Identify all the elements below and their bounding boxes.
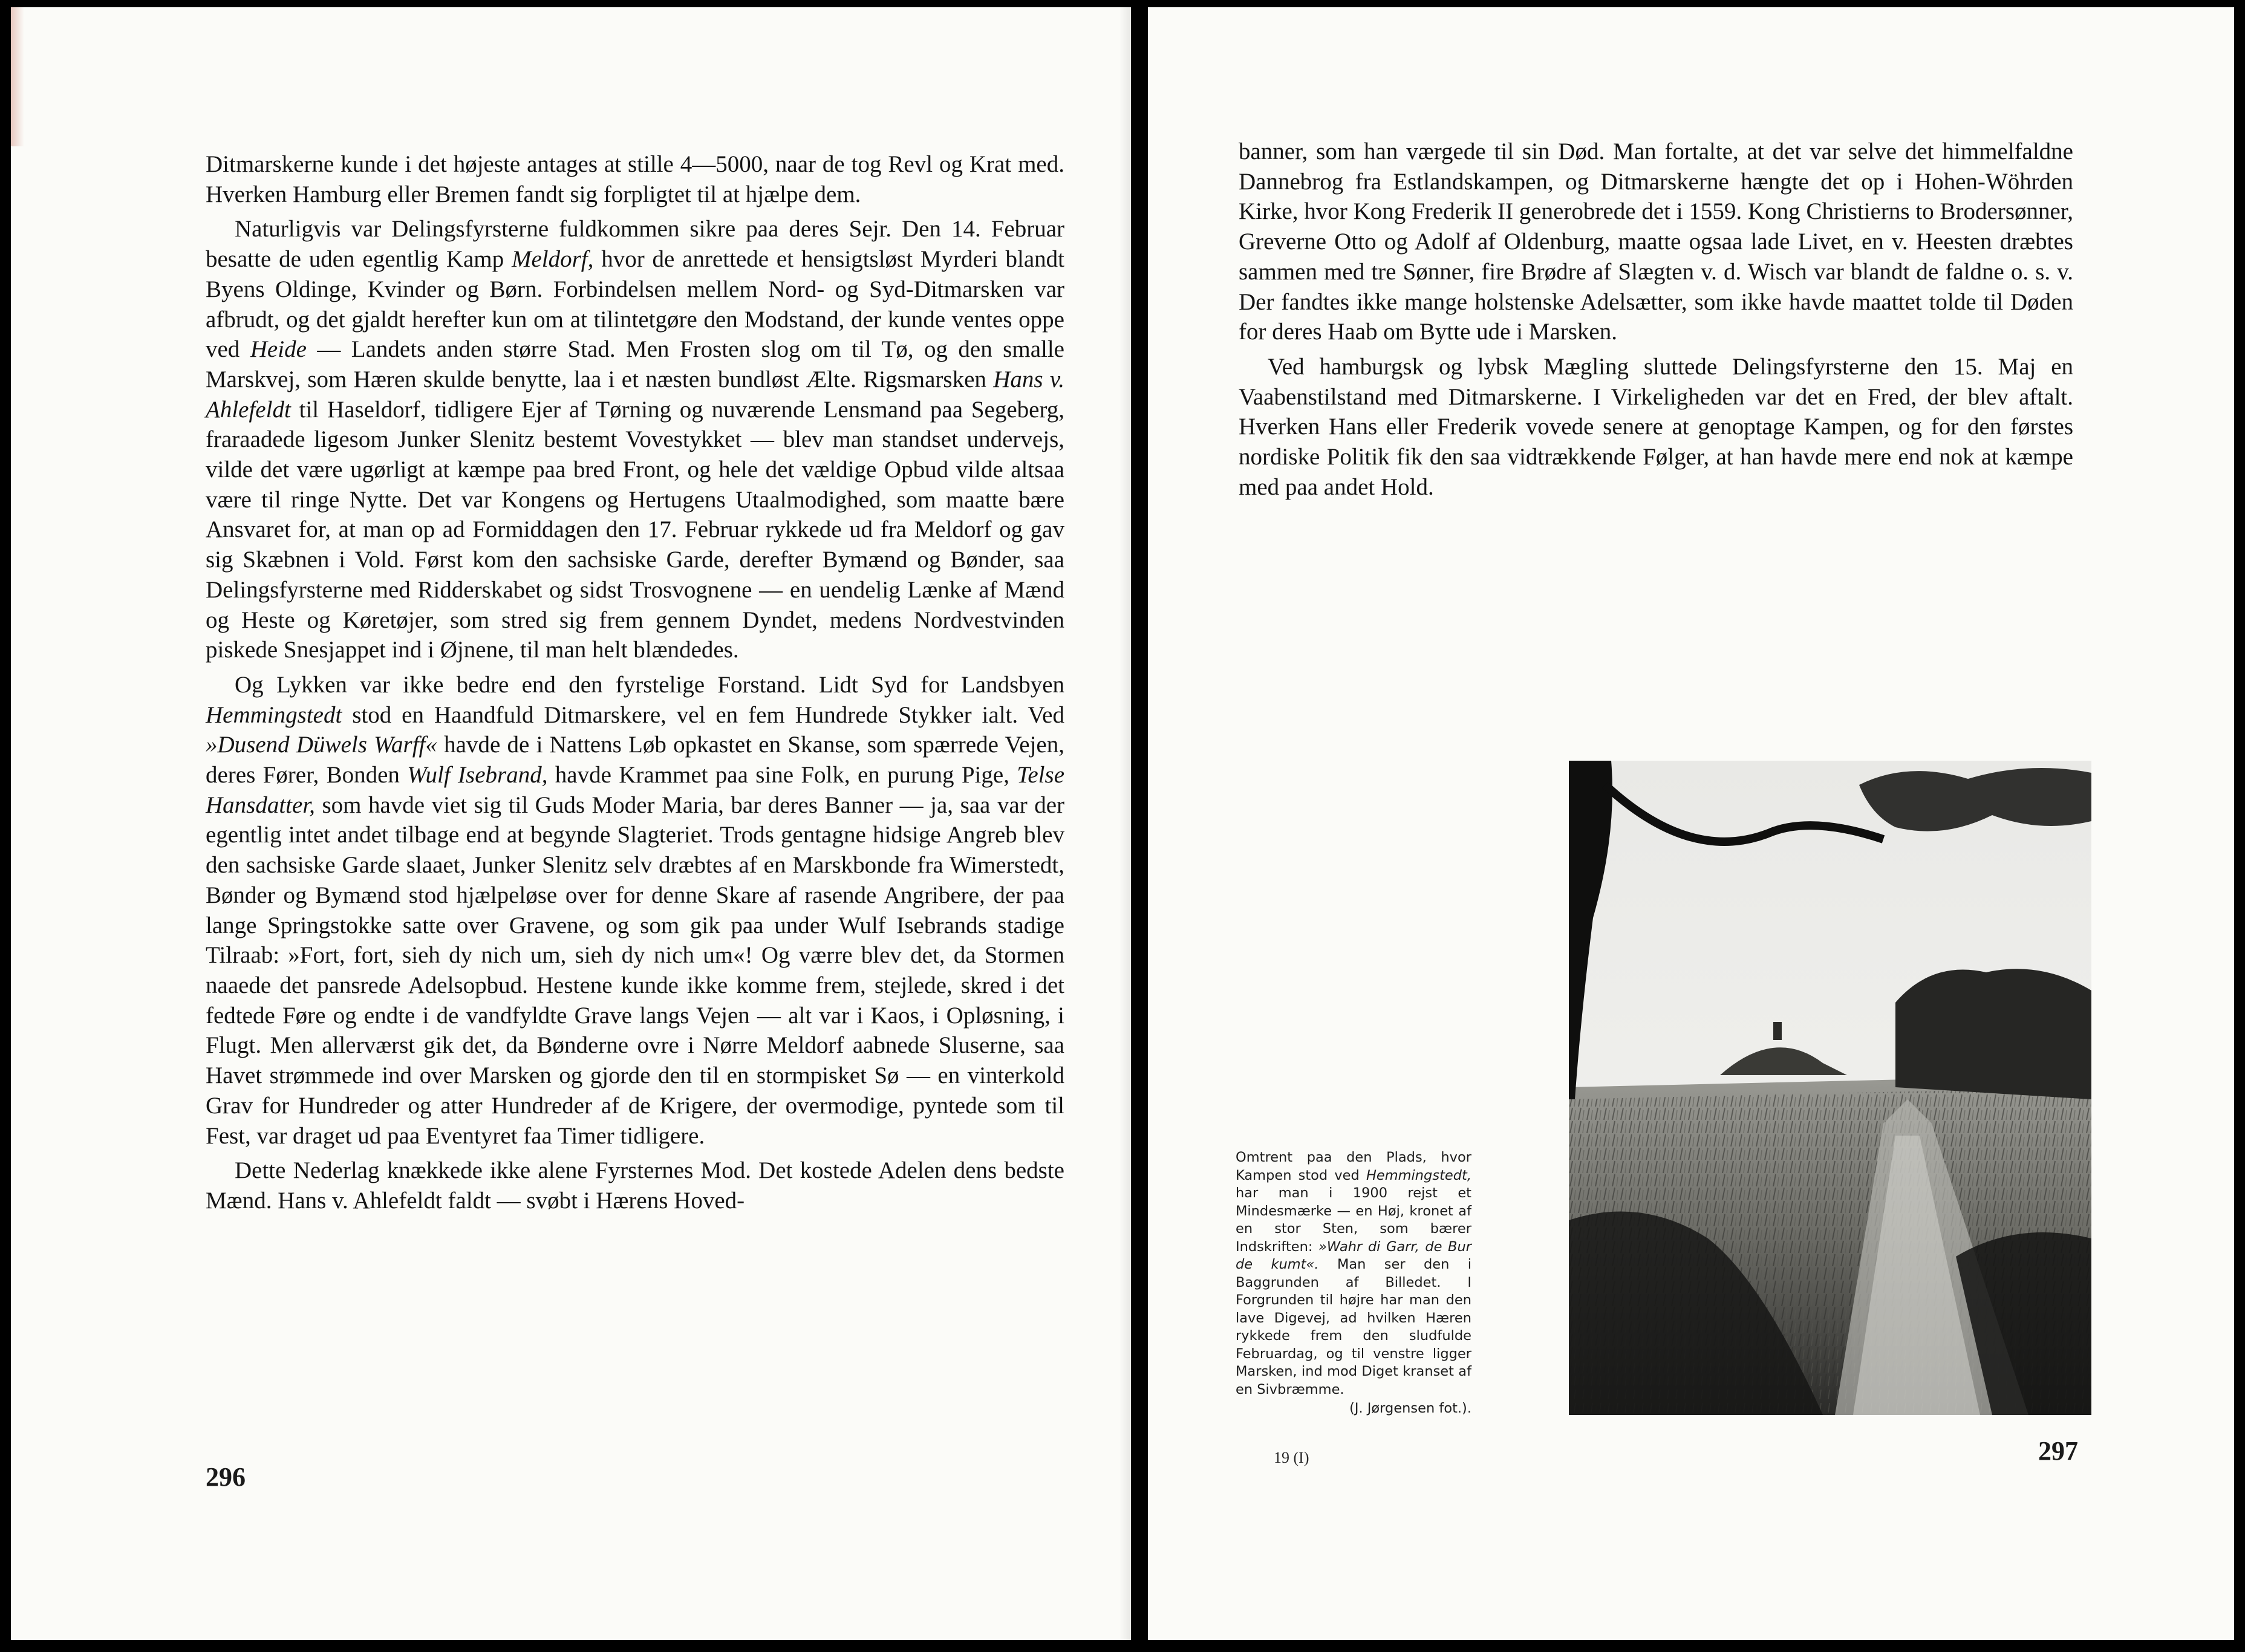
paragraph — [1239, 137, 2073, 347]
left-page — [11, 7, 1131, 1640]
landscape-photo — [1569, 761, 2091, 1415]
text-run: havde de i Nattens Løb opkastet en Skanse, som spærrede Vejen, deres Fører, Bonden — [206, 732, 1064, 789]
italic-place-name: Heide — [250, 336, 307, 363]
paragraph — [1239, 352, 2073, 502]
text-run: stod en Haandfuld Ditmarskere, vel en fem Hundrede Stykker ialt. Ved — [342, 701, 1064, 728]
gutter-shadow — [1119, 7, 1131, 1640]
right-page — [1148, 7, 2234, 1640]
text-run: banner, som han værgede til sin Død. Man fortalte, at det var selve det himmelfaldne Dannebrog fra Estlandskampen, og Ditmarskerne hængte det op i Hohen-Wöhrden Kirke, hvor Kong Frederik II generobrede det i 1559. Kong Christierns to Brodersønner, Greverne Otto og Adolf af Oldenburg, maatte ogsaa lade Livet, en v. Heesten dræbtes sammen med tre Sønner, fire Brødre af Slægten v. d. Wisch var blandt de faldne o. s. v. Der fandtes ikke mange holstenske Adelsætter, som ikke havde maattet tolde til Døden for deres Haab om Bytte ude i Marsken. — [1239, 138, 2073, 345]
italic-place-name: Meldorf, — [511, 246, 594, 273]
background-trees — [1895, 969, 2091, 1099]
caption-italic-inscription: »Wahr di Garr, de Bur de kumt«. — [1236, 1238, 1471, 1272]
italic-person-name: Hans v. Ahlefeldt — [206, 366, 1064, 423]
right-text-column — [1239, 137, 2073, 507]
photo-illustration — [1569, 761, 2091, 1415]
text-run: Ditmarskerne kunde i det højeste antages at stille 4—5000, naar de tog Revl og Krat med. Hverken Hamburg eller Bremen fandt sig forpligtet til at hjælpe dem. — [206, 151, 1064, 207]
paragraph — [206, 214, 1064, 665]
photo-credit: (J. Jørgensen fot.). — [1349, 1400, 1471, 1416]
caption-text: Man ser den i Baggrunden af Billedet. I Forgrunden til højre har man den lave Digevej, ad hvilken Hæren rykkede frem den sludfulde Februardag, og til venstre ligger Marsken, ind mod Diget kranset af en Sivbræmme. — [1236, 1257, 1471, 1397]
text-run: Naturligvis var Delingsfyrsterne fuldkommen sikre paa deres Sejr. Den 14. Februar besatte de uden egentlig Kamp — [206, 216, 1064, 273]
italic-person-name: Telse Hansdatter, — [206, 762, 1065, 818]
paragraph — [206, 1156, 1064, 1215]
paragraph — [206, 670, 1064, 1151]
left-text-column — [206, 149, 1064, 1221]
text-run: — Landets anden større Stad. Men Frosten slog om til Tø, og den smalle Marskvej, som Hæren skulde benytte, laa i et næsten bundløst Ælte. Rigsmarsken — [206, 336, 1064, 392]
caption-text: Omtrent paa den Plads, hvor Kampen stod ved — [1236, 1150, 1471, 1183]
caption-italic-place: Hemmingstedt, — [1366, 1167, 1471, 1183]
text-run: Dette Nederlag knækkede ikke alene Fyrsternes Mod. Det kostede Adelen dens bedste Mænd. Hans v. Ahlefeldt faldt — svøbt i Hærens Hoved- — [206, 1157, 1064, 1214]
italic-place-name: Hemmingstedt — [206, 701, 342, 728]
memorial-stone — [1773, 1022, 1782, 1040]
text-run: som havde viet sig til Guds Moder Maria, bar deres Banner — ja, saa var der egentlig intet andet tilbage end at begynde Slagteriet. Trods gentagne hidsige Angreb blev den sachsiske Garde slaaet, Junker Slenitz selv dræbtes af en Marskbonde fra Wimerstedt, Bønder og Bymænd stod hjælpeløse over for denne Skare af rasende Angribere, der paa lange Springstokke satte over Gravene, og som gik paa under Wulf Isebrands stadige Tilraab: »Fort, fort, sieh dy nich um, sieh dy nich um«! Og værre blev det, da Stormen naaede det pansrede Adelsopbud. Hestene kunde ikke komme frem, stejlede, skred i det fedtede Føre og endte i de vandfyldte Grave langs Vejen — alt var i Kaos, i Opløsning, i Flugt. Men allerværst gik det, da Bønderne ovre i Nørre Meldorf aabnede Sluserne, saa Havet strømmede ind over Marsken og gjorde den til en stormpisket Sø — en vinterkold Grav for Hundreder og atter Hundreder af de Krigere, der overmodige, pyntede som til Fest, var draget ud paa Eventyret faa Timer tidligere. — [206, 792, 1064, 1149]
text-run: havde Krammet paa sine Folk, en purung Pige, — [547, 762, 1017, 789]
foliage — [1859, 768, 2091, 831]
text-run: Og Lykken var ikke bedre end den fyrstelige Forstand. Lidt Syd for Landsbyen — [235, 671, 1064, 698]
italic-quote: »Dusend Düwels Warff« — [206, 732, 437, 758]
printer-signature: 19 (I) — [1274, 1449, 1309, 1466]
page-edge-tint — [11, 7, 24, 146]
paragraph — [206, 149, 1064, 209]
text-run: hvor de anrettede et hensigtsløst Myrderi blandt Byens Oldinge, Kvinder og Børn. Forbindelsen mellem Nord- og Syd-Ditmarsken var afbrudt, og det gjaldt herefter kun om at tilintetgøre den Modstand, der kunde ventes oppe ved — [206, 246, 1064, 363]
caption-text: har man i 1900 rejst et Mindesmærke — en Høj, kronet af en stor Sten, som bærer Indskriften: — [1236, 1185, 1471, 1255]
italic-person-name: Wulf Isebrand, — [407, 762, 548, 789]
page-number: 297 — [2038, 1436, 2078, 1466]
photo-caption — [1236, 1149, 1471, 1418]
text-run: Ved hamburgsk og lybsk Mægling sluttede Delingsfyrsterne den 15. Maj en Vaabenstilstand med Ditmarskerne. I Virkeligheden var det en Fred, der blev aftalt. Hverken Hans eller Frederik vovede senere at genoptage Kampen, og for den førstes nordiske Politik fik den saa vidtrækkende Følger, at han havde mere end nok at kæmpe med paa andet Hold. — [1239, 353, 2073, 500]
text-run: til Haseldorf, tidligere Ejer af Tørning og nuværende Lensmand paa Segeberg, fraraadede ligesom Junker Slenitz bestemt Vovestykket — blev man standset undervejs, vilde det være ugørligt at kæmpe paa bred Front, og hele det vældige Opbud vilde altsaa være til ringe Nytte. Det var Kongens og Hertugens Utaalmodighed, som maatte bære Ansvaret for, at man op ad Formiddagen den 17. Februar rykkede ud fra Meldorf og gav sig Skæbnen i Vold. Først kom den sachsiske Garde, derefter Bymænd og Bønder, saa Delingsfyrsterne med Ridderskabet og sidst Trosvognene — en uendelig Lænke af Mænd og Heste og Køretøjer, som stred sig frem gennem Dyndet, medens Nordvestvinden piskede Snesjappet ind i Øjnene, til man helt blændedes. — [206, 396, 1064, 663]
page-number: 296 — [206, 1462, 246, 1492]
